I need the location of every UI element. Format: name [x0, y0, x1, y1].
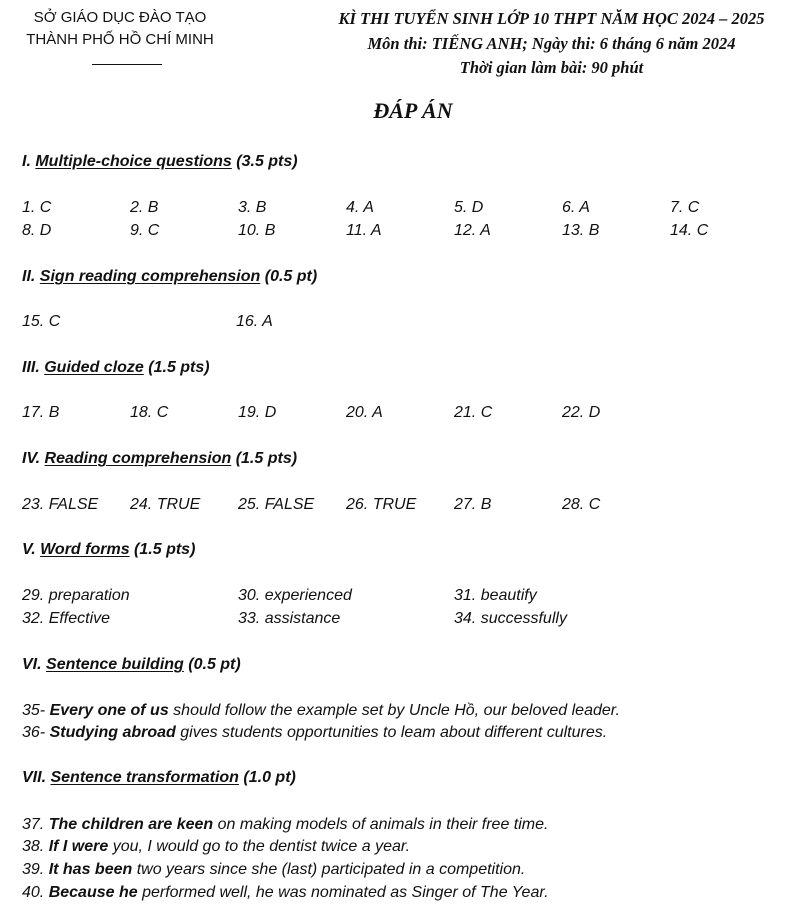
answer-item: 32. Effective: [22, 610, 111, 627]
section-heading-4: IV. Reading comprehension (1.5 pts): [22, 450, 298, 467]
answer-item: 13. B: [562, 222, 600, 239]
answer-item: 25. FALSE: [238, 496, 315, 513]
answer-item: 14. C: [670, 222, 709, 239]
section-heading-3: III. Guided cloze (1.5 pts): [22, 359, 210, 376]
answer-item: 5. D: [454, 199, 484, 216]
section-heading-5: V. Word forms (1.5 pts): [22, 541, 196, 558]
answer-item: 2. B: [130, 199, 159, 216]
answer-item: 24. TRUE: [130, 496, 201, 513]
exam-time: Thời gian làm bài: 90 phút: [459, 58, 644, 77]
sentence-answer: 35- Every one of us should follow the example set by Uncle Hồ, our beloved leader.: [22, 702, 620, 719]
section-heading-1: I. Multiple-choice questions (3.5 pts): [22, 153, 298, 170]
answer-item: 20. A: [346, 404, 383, 421]
header-divider: [92, 64, 162, 65]
answer-item: 33. assistance: [238, 610, 341, 627]
answer-item: 11. A: [346, 222, 382, 239]
answer-item: 7. C: [670, 199, 700, 216]
answer-item: 30. experienced: [238, 587, 352, 604]
answer-item: 3. B: [238, 199, 267, 216]
answer-item: 6. A: [562, 199, 590, 216]
answer-item: 19. D: [238, 404, 277, 421]
answer-item: 28. C: [562, 496, 601, 513]
answer-item: 23. FALSE: [22, 496, 99, 513]
section-heading-6: VI. Sentence building (0.5 pt): [22, 656, 241, 673]
sentence-answer: 36- Studying abroad gives students opportunities to leam about different cultures.: [22, 724, 608, 741]
exam-title: KÌ THI TUYỂN SINH LỚP 10 THPT NĂM HỌC 2024 – 2025: [338, 9, 765, 28]
sentence-answer: 38. If I were you, I would go to the dentist twice a year.: [22, 838, 411, 855]
city-name: THÀNH PHỐ HỒ CHÍ MINH: [26, 31, 214, 48]
exam-subject: Môn thi: TIẾNG ANH; Ngày thi: 6 tháng 6 năm 2024: [367, 34, 736, 53]
answer-item: 21. C: [454, 404, 493, 421]
answer-item: 34. successfully: [454, 610, 567, 627]
answer-item: 9. C: [130, 222, 160, 239]
answer-item: 26. TRUE: [346, 496, 417, 513]
answer-item: 10. B: [238, 222, 276, 239]
department-name: SỞ GIÁO DỤC ĐÀO TẠO: [33, 9, 207, 26]
answer-item: 15. C: [22, 313, 61, 330]
answer-item: 27. B: [454, 496, 492, 513]
answer-item: 1. C: [22, 199, 52, 216]
answer-item: 18. C: [130, 404, 169, 421]
answer-item: 8. D: [22, 222, 52, 239]
section-heading-2: II. Sign reading comprehension (0.5 pt): [22, 268, 318, 285]
answer-item: 16. A: [236, 313, 273, 330]
answer-item: 17. B: [22, 404, 60, 421]
answer-item: 22. D: [562, 404, 601, 421]
sentence-answer: 40. Because he performed well, he was nominated as Singer of The Year.: [22, 884, 549, 901]
section-heading-7: VII. Sentence transformation (1.0 pt): [22, 769, 296, 786]
answer-item: 12. A: [454, 222, 491, 239]
sentence-answer: 39. It has been two years since she (last) participated in a competition.: [22, 861, 526, 878]
answer-item: 4. A: [346, 199, 374, 216]
answer-item: 31. beautify: [454, 587, 537, 604]
answer-item: 29. preparation: [22, 587, 130, 604]
sentence-answer: 37. The children are keen on making models of animals in their free time.: [22, 816, 549, 833]
page-title: ĐÁP ÁN: [373, 98, 453, 123]
